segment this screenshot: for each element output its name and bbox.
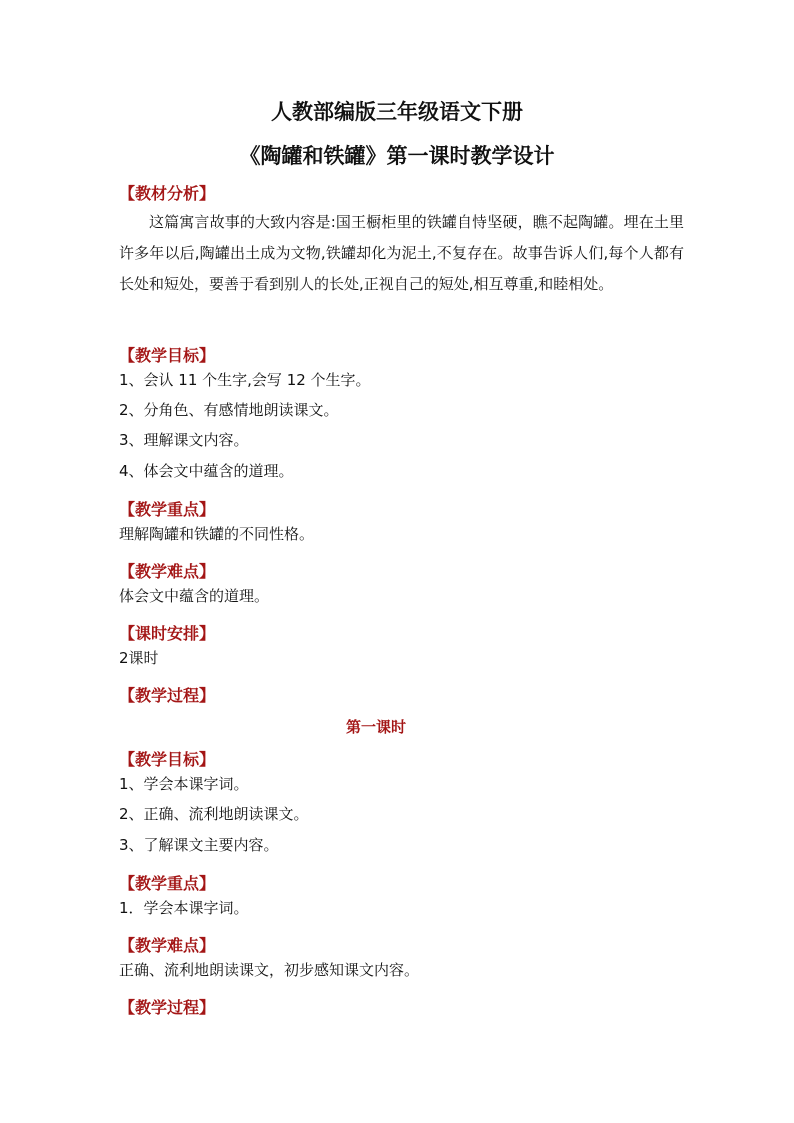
heading-lesson1-goals: 【教学目标】 (119, 750, 216, 769)
document-title-line1: 人教部编版三年级语文下册 (271, 99, 523, 124)
lesson1-focus-text: 1．学会本课字词。 (119, 899, 249, 917)
heading-lesson1-focus: 【教学重点】 (119, 874, 216, 893)
heading-teaching-goals: 【教学目标】 (119, 346, 216, 365)
heading-schedule: 【课时安排】 (119, 624, 216, 643)
heading-teaching-focus: 【教学重点】 (119, 500, 216, 519)
heading-lesson1-process: 【教学过程】 (119, 998, 216, 1017)
lesson1-difficulty-text: 正确、流利地朗读课文，初步感知课文内容。 (119, 961, 420, 979)
lesson1-goal-item-3: 3、了解课文主要内容。 (119, 836, 279, 854)
goal-item-2: 2、分角色、有感情地朗读课文。 (119, 401, 339, 419)
heading-lesson1-difficulty: 【教学难点】 (119, 936, 216, 955)
lesson1-goal-item-1: 1、学会本课字词。 (119, 775, 249, 793)
lesson1-goal-item-2: 2、正确、流利地朗读课文。 (119, 805, 309, 823)
heading-teaching-difficulty: 【教学难点】 (119, 562, 216, 581)
focus-text: 理解陶罐和铁罐的不同性格。 (119, 525, 315, 543)
document-title-line2: 《陶罐和铁罐》第一课时教学设计 (239, 143, 555, 168)
lesson1-title: 第一课时 (345, 718, 406, 736)
heading-textbook-analysis: 【教材分析】 (119, 184, 216, 203)
goal-item-3: 3、理解课文内容。 (119, 431, 249, 449)
analysis-paragraph: 这篇寓言故事的大致内容是:国王橱柜里的铁罐自恃坚硬，瞧不起陶罐。埋在土里许多年以后,陶罐出土成为文物,铁罐却化为泥土,不复存在。故事告诉人们,每个人都有长处和短处，要善于看到别人的长处,正视自己的短处,相互尊重,和睦相处。 (119, 213, 684, 293)
heading-teaching-process: 【教学过程】 (119, 686, 216, 705)
difficulty-text: 体会文中蕴含的道理。 (119, 587, 270, 605)
schedule-text: 2课时 (119, 649, 159, 667)
goal-item-4: 4、体会文中蕴含的道理。 (119, 462, 294, 480)
goal-item-1: 1、会认 11 个生字,会写 12 个生字。 (119, 371, 371, 389)
